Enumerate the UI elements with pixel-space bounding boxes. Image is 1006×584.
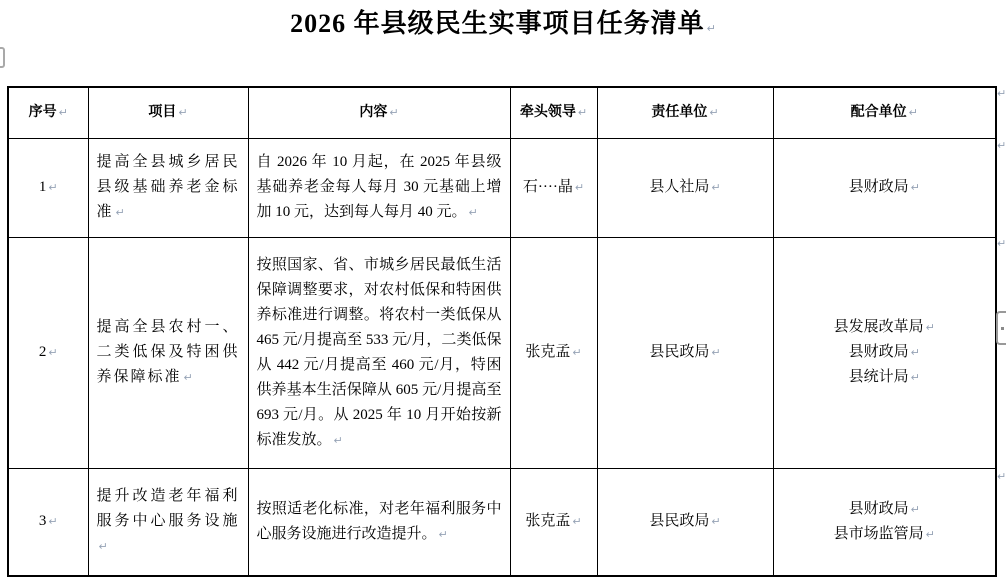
row-end-mark-icon: ↵ [997,237,1006,250]
paragraph-mark-icon: ↵ [910,371,920,384]
header-cooperating: 配合单位 ↵ [773,87,996,138]
row3-project: 提升改造老年福利服务中心服务设施↵ [88,468,248,576]
header-no: 序号 ↵ [8,87,88,138]
row3-cooperating [773,468,996,576]
cooperating-unit: 县统计局 ↵ [848,369,920,385]
task-table [7,86,997,577]
cooperating-unit: 县市场监管局 ↵ [833,525,935,542]
paragraph-mark-icon: ↵ [577,106,588,120]
table-row [8,237,996,468]
row1-responsible: 县人社局 ↵ [597,138,773,237]
paragraph-mark-icon: ↵ [572,515,582,529]
paragraph-mark-icon: ↵ [58,106,68,120]
row2-content: 按照国家、省、市城乡居民最低生活保障调整要求，对农村低保和特困供养标准进行调整。将农村一类低保从 465 元/月提高至 533 元/月，二类低保从 442 元/月提高至 460 元/月，特困供养基本生活保障从 605 元/月提高至 693 元/月。从 2025 年 10 月开始按新标准发放。 ↵ [248,237,510,468]
row-end-mark-icon: ↵ [997,470,1006,483]
paragraph-mark-icon: ↵ [925,527,935,541]
paragraph-mark-icon: ↵ [48,346,58,359]
row2-leader: 张克孟 ↵ [510,237,597,468]
header-responsible: 责任单位 ↵ [597,87,773,138]
table-row [8,138,996,237]
header-content: 内容 ↵ [248,87,510,138]
paragraph-mark-icon: ↵ [574,181,585,194]
row1-leader: 石····晶 ↵ [510,138,597,237]
paragraph-mark-icon: ↵ [48,515,58,529]
cooperating-unit: 县财政局 ↵ [848,500,920,517]
scroll-handle[interactable] [996,311,1006,345]
scroll-handle-dot-icon [1001,327,1004,330]
row3-content: 按照适老化标准，对老年福利服务中心服务设施进行改造提升。 ↵ [248,468,510,576]
paragraph-mark-icon: ↵ [910,502,920,516]
row2-responsible: 县民政局 ↵ [597,237,773,468]
left-margin-handle[interactable] [0,47,5,68]
row1-project: 提高全县城乡居民县级基础养老金标准 ↵ [88,138,248,237]
paragraph-mark-icon: ↵ [178,106,188,120]
row-end-mark-icon: ↵ [997,87,1006,100]
paragraph-mark-icon: ↵ [711,515,721,529]
paragraph-mark-icon: ↵ [706,22,716,35]
paragraph-mark-icon: ↵ [48,181,58,194]
cooperating-unit: 县财政局 ↵ [848,344,920,360]
paragraph-mark-icon: ↵ [910,181,920,194]
paragraph-mark-icon: ↵ [438,527,448,541]
cooperating-unit: 县财政局 ↵ [848,179,920,195]
paragraph-mark-icon: ↵ [925,321,935,334]
document-title [0,4,1006,49]
document-title-text: 2026 年县级民生实事项目任务清单 [290,9,705,38]
row1-no: 1 ↵ [8,138,88,237]
paragraph-mark-icon: ↵ [910,346,920,359]
table-row [8,468,996,576]
paragraph-mark-icon: ↵ [572,346,582,359]
paragraph-mark-icon: ↵ [711,181,721,194]
paragraph-mark-icon: ↵ [709,106,719,120]
paragraph-mark-icon: ↵ [389,106,399,120]
row2-no: 2 ↵ [8,237,88,468]
header-leader: 牵头领导 ↵ [510,87,597,138]
paragraph-mark-icon: ↵ [468,206,478,219]
table-header-row [8,87,996,138]
row3-leader: 张克孟 ↵ [510,468,597,576]
row2-project: 提高全县农村一、二类低保及特困供养保障标准 ↵ [88,237,248,468]
header-project: 项目 ↵ [88,87,248,138]
cooperating-unit: 县发展改革局 ↵ [833,319,935,335]
paragraph-mark-icon: ↵ [115,206,125,219]
row-end-mark-icon: ↵ [997,139,1006,152]
paragraph-mark-icon: ↵ [183,371,193,384]
row1-cooperating [773,138,996,237]
paragraph-mark-icon: ↵ [333,433,343,447]
row2-cooperating [773,237,996,468]
paragraph-mark-icon: ↵ [908,106,918,120]
paragraph-mark-icon: ↵ [98,540,108,554]
row1-content: 自 2026 年 10 月起，在 2025 年县级基础养老金每人每月 30 元基础上增加 10 元，达到每人每月 40 元。 ↵ [248,138,510,237]
row3-responsible: 县民政局 ↵ [597,468,773,576]
paragraph-mark-icon: ↵ [711,346,721,359]
row3-no: 3 ↵ [8,468,88,576]
